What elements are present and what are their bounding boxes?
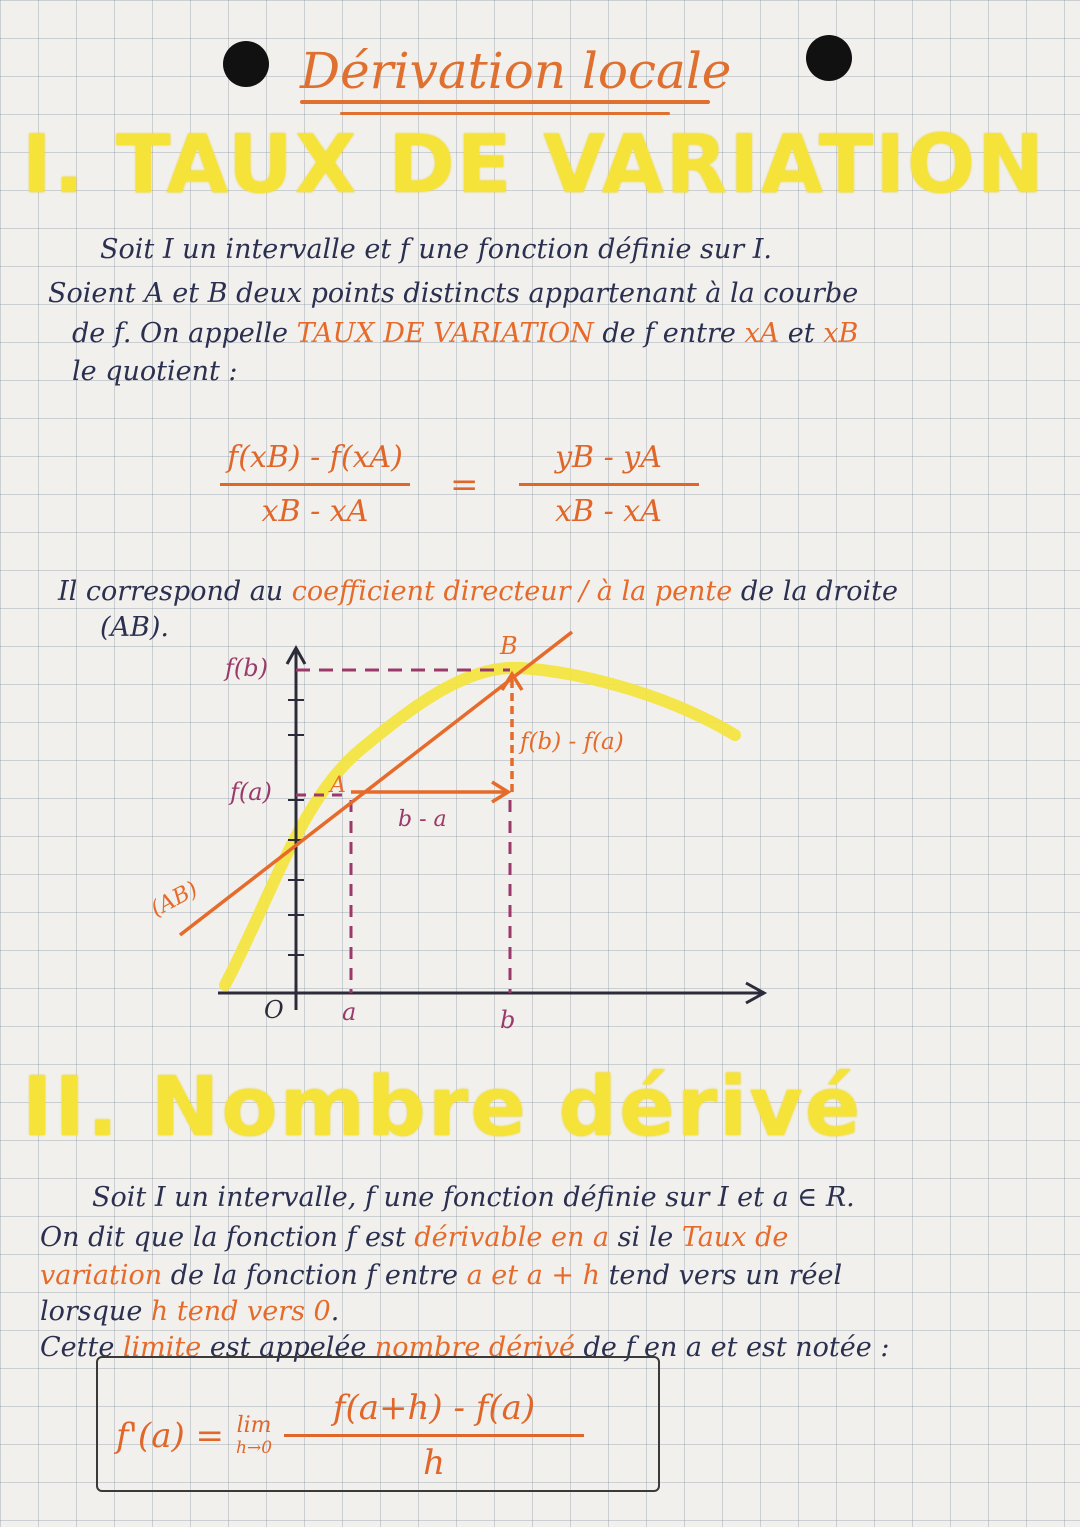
section-1-line-3-a: de f. On appelle (72, 318, 297, 349)
section-2-line-5-b: est appelée (201, 1332, 375, 1363)
equals-sign: = (450, 464, 479, 505)
label-origin: O (264, 996, 284, 1024)
term-taux-de: Taux de (681, 1222, 789, 1253)
section-1-line-5-b: / à la (570, 576, 655, 607)
term-xb: xB (823, 318, 859, 349)
section-2-line-2 (40, 1220, 788, 1256)
section-1-line-2-text: Soient A et B deux points distincts appartenant à la courbe (48, 278, 859, 309)
term-xa: xA (744, 318, 780, 349)
term-h-tend-vers-0: h tend vers 0 (150, 1296, 331, 1327)
rate-denominator-left: xB - xA (261, 494, 369, 529)
label-b: b (500, 1006, 516, 1034)
section-2-line-1-text: Soit I un intervalle, f une fonction définie sur I et a ∈ R. (92, 1182, 855, 1213)
section-2-line-1 (92, 1180, 855, 1216)
section-2-line-3-a: de la fonction f entre (162, 1260, 467, 1291)
label-point-a: A (330, 773, 346, 798)
term-pente: pente (654, 576, 733, 607)
limit-subscript: h→0 (236, 1438, 273, 1458)
limit-operator (236, 1413, 272, 1458)
section-2-line-5-a: Cette (40, 1332, 123, 1363)
page-title: Dérivation locale (300, 42, 732, 100)
label-line-ab: (AB) (146, 876, 202, 923)
term-variation: variation (40, 1260, 163, 1291)
label-fb-minus-fa: f(b) - f(a) (520, 729, 624, 755)
term-a-et-a-plus-h: a et a + h (466, 1260, 600, 1291)
term-taux-de-variation: TAUX DE VARIATION (296, 318, 594, 349)
section-2-line-3 (40, 1258, 842, 1294)
section-2-line-2-b: si le (609, 1222, 682, 1253)
rate-denominator-right: xB - xA (555, 494, 662, 529)
label-fa: f(a) (230, 778, 272, 806)
term-limite: limite (122, 1332, 202, 1363)
section-2-line-5-c: de f en a et est notée : (574, 1332, 890, 1363)
label-a: a (342, 998, 357, 1026)
fraction-bar (284, 1434, 584, 1437)
derivative-numerator: f(a+h) - f(a) (332, 1388, 536, 1428)
derivative-lhs: f'(a) = (116, 1415, 225, 1456)
section-1-line-4-text: le quotient : (72, 356, 238, 387)
derivative-denominator: h (423, 1443, 445, 1483)
term-nombre-derive: nombre dérivé (374, 1332, 575, 1363)
section-2-heading: II. Nombre dérivé (22, 1060, 863, 1155)
section-1-line-1-text: Soit I un intervalle et f une fonction définie sur I. (100, 234, 773, 265)
rate-numerator-left: f(xB) - f(xA) (227, 440, 403, 475)
section-2-line-3-b: tend vers un réel (599, 1260, 843, 1291)
section-2-line-2-a: On dit que la fonction f est (40, 1222, 415, 1253)
section-2-line-4-a: lorsque (40, 1296, 151, 1327)
section-1-heading: I. TAUX DE VARIATION (22, 118, 1046, 211)
section-2-line-4-b: . (330, 1296, 340, 1327)
derivative-fraction (284, 1388, 584, 1483)
section-1-line-6-text: (AB). (100, 612, 169, 643)
limit-label: lim (236, 1413, 272, 1438)
section-1-line-5-a: Il correspond au (58, 576, 292, 607)
function-curve (225, 668, 735, 985)
section-2-line-4 (40, 1294, 339, 1330)
label-b-minus-a: b - a (398, 807, 447, 832)
section-1-line-5-c: de la droite (732, 576, 898, 607)
label-fb: f(b) (225, 654, 268, 682)
section-1-line-3-c: et (779, 318, 824, 349)
rate-numerator-right: yB - yA (555, 440, 662, 475)
section-1-line-3-b: de f entre (593, 318, 745, 349)
derivative-definition (116, 1388, 584, 1483)
label-point-b: B (500, 632, 518, 660)
derivative-definition-box (96, 1356, 660, 1492)
term-coefficient-directeur: coefficient directeur (291, 576, 571, 607)
term-derivable-en-a: dérivable en a (414, 1222, 610, 1253)
